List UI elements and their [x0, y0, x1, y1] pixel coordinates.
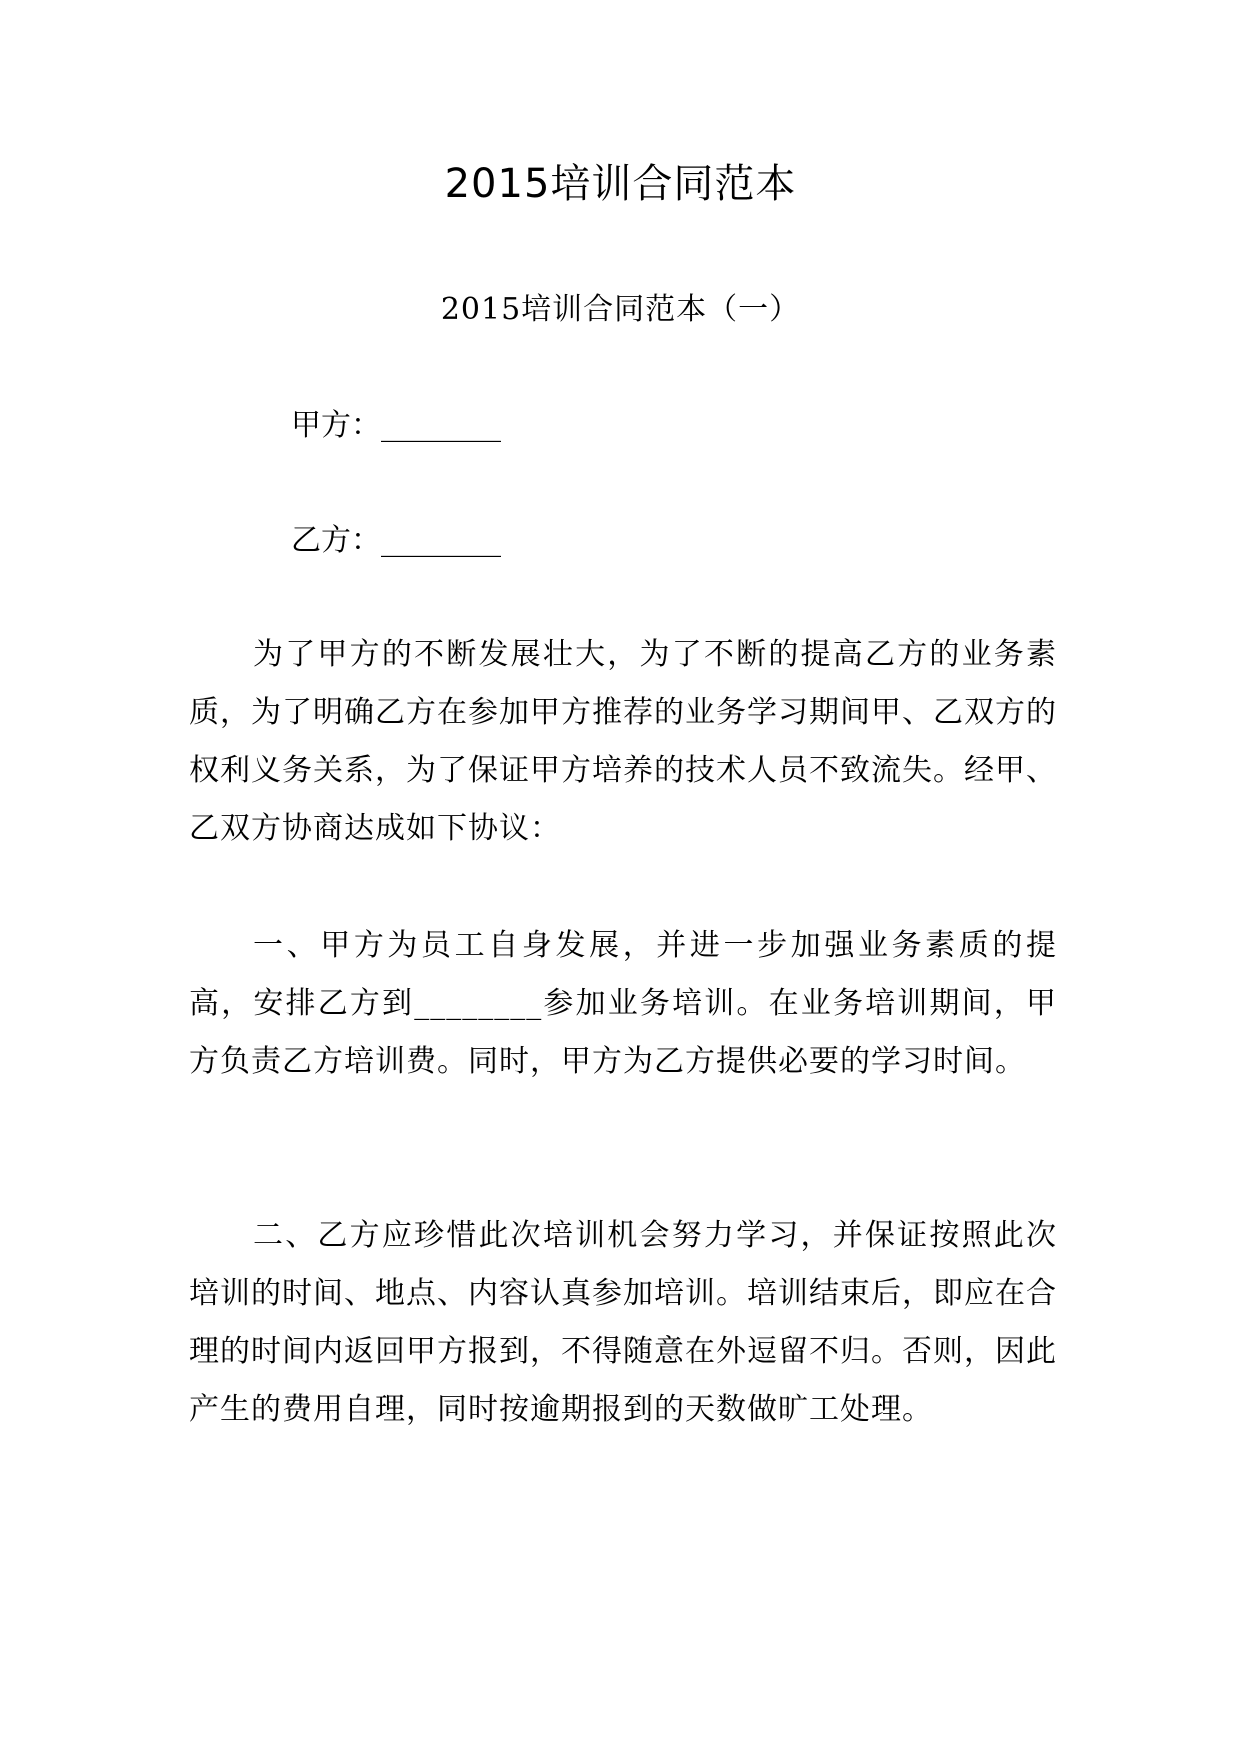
paragraph-clause-2: 二、乙方应珍惜此次培训机会努力学习，并保证按照此次培训的时间、地点、内容认真参加培训。培训结束后，即应在合理的时间内返回甲方报到，不得随意在外逗留不归。否则，因此产生的费用自理，同时按逾期报到的天数做旷工处理。: [189, 1218, 1057, 1427]
document-title: 2015培训合同范本: [444, 161, 797, 207]
paragraph-clause-1: 一、甲方为员工自身发展，并进一步加强业务素质的提高，安排乙方到________参加业务培训。在业务培训期间，甲方负责乙方培训费。同时，甲方为乙方提供必要的学习时间。: [189, 928, 1057, 1079]
party-b-line: 乙方：________: [291, 523, 501, 558]
party-a-line: 甲方：________: [291, 408, 501, 443]
document-subtitle: 2015培训合同范本（一）: [440, 292, 801, 327]
paragraph-preamble: 为了甲方的不断发展壮大，为了不断的提高乙方的业务素质，为了明确乙方在参加甲方推荐的业务学习期间甲、乙双方的权利义务关系，为了保证甲方培养的技术人员不致流失。经甲、乙双方协商达成如下协议：: [189, 637, 1057, 846]
